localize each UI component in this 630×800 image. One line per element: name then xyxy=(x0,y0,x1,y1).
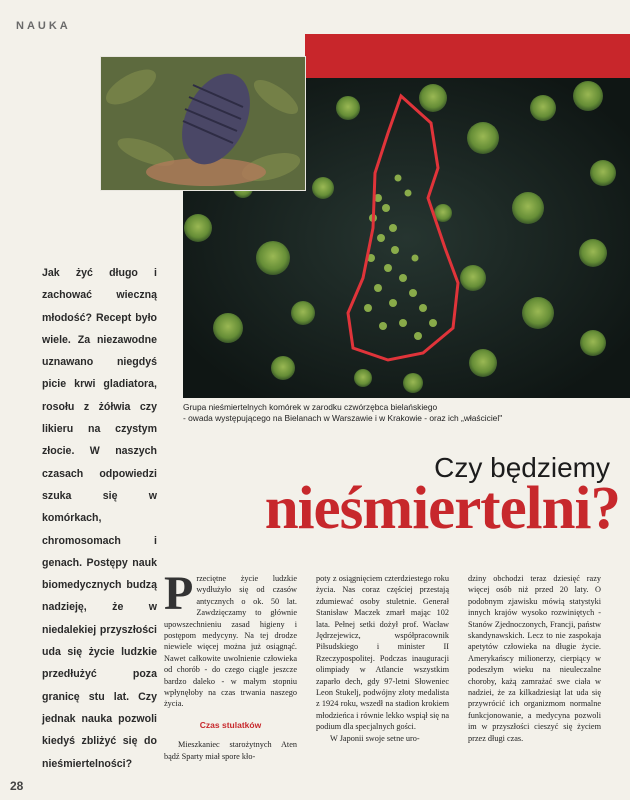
body-column-2 xyxy=(316,573,449,744)
lead-paragraph: Jak żyć długo i zachować wieczną młodość? Recept było wiele. Za niezawodne uznawano niegdyś picie krwi gladiatora, rosołu z żółwia czy likieru na czystym złocie. W naszych czasach odpowiedzi szuka się w komórkach, chromosomach i genach. Postępy nauk biomedycznych budzą nadzieję, że w niedalekiej przyszłości uda się życie ludzkie przedłużyć poza granicę stu lat. Czy jednak nauka pozwoli kiedyś zbliżyć się do nieśmiertelności? xyxy=(42,267,157,770)
caption-line-1: Grupa nieśmiertelnych komórek w zarodku czwórzębca bielańskiego xyxy=(183,402,438,412)
image-caption xyxy=(183,402,623,424)
headline-kicker: Czy będziemy xyxy=(434,452,610,483)
body-paragraph: poty z osiągnięciem czterdziestego roku życia. Nas coraz częściej przestają zdumiewać osoby stuletnie. Generał Stanisław Maczek zmarł mając 102 lata. Pełnej setki dożył prof. Wacław Jędrzejewicz, współpracownik Piłsudskiego i minister II Rzeczypospolitej. Podczas inauguracji olimpiady w Atlancie wszystkim zaparło dech, gdy 97-letni Słoweniec Leon Stukelj, podwójny złoty medalista z 1924 roku, wszedł na stadion krokiem młodzieńca i równie lekko wspiął się na podium dla specjalnych gości. xyxy=(316,574,449,732)
caption-line-2: - owada występującego na Bielanach w Warszawie i w Krakowie - oraz ich „właściciel" xyxy=(183,413,503,423)
body-column-1 xyxy=(164,567,297,762)
body-paragraph: dziny obchodzi teraz dziesięć razy więcej osób niż przed 20 laty. O podobnym zjawisku mówią statystyki innych krajów wysoko rozwiniętych - Stanów Zjednoczonych, Francji, państw skandynawskich. Lecz to nie zaspokaja apetytów człowieka na długie życie. Amerykańscy milionerzy, cierpiący w podeszłym wieku na nieuleczalne choroby, każą zamrażać swe ciała w nadziei, że za kilkadziesiąt lat uda się przywrócić ich organizmom normalne funkcjonowanie, a medycyna pozwoli im w przyszłości cieszyć się życiem przez długi czas. xyxy=(468,574,601,743)
drop-cap: P xyxy=(164,567,194,620)
body-paragraph: rzeciętne życie ludzkie wydłużyło się od czasów antycznych o ok. 50 lat. Zawdzięczamy to głównie upowszechnieniu zasad higieny i postępom medycyny. Na tej drodze niewiele więcej można już osiągnąć. Nawet całkowite uwolnienie człowieka od chorób - do czego ciągle jeszcze bardzo daleko - w małym stopniu wpłynęłoby na czas trwania naszego życia. xyxy=(164,574,297,709)
headline-main: nieśmiertelni? xyxy=(264,475,620,542)
body-column-3 xyxy=(468,573,601,744)
section-label: NAUKA xyxy=(16,20,71,32)
body-paragraph: Mieszkaniec starożytnych Aten bądź Sparty miał spore kło- xyxy=(164,740,297,761)
body-paragraph: W Japonii swoje setne uro- xyxy=(330,733,420,743)
page-number: 28 xyxy=(10,779,24,793)
red-accent-band xyxy=(305,34,630,78)
subheading: Czas stulatków xyxy=(199,719,262,730)
woodlouse-photo xyxy=(100,56,306,191)
